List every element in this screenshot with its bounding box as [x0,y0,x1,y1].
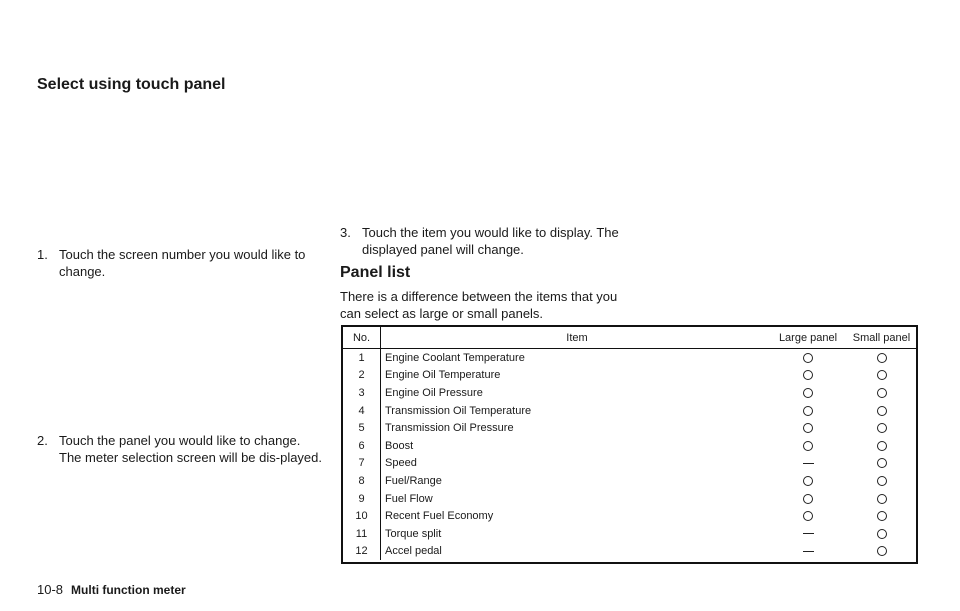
table-row [343,490,916,508]
row-large-panel [769,455,847,473]
row-item: Recent Fuel Economy [385,510,494,523]
circle-icon [803,511,813,521]
row-number: 10 [343,507,381,525]
table-header-row [343,327,916,349]
row-small-panel [847,419,916,437]
row-large-panel [769,367,847,385]
table-row [343,507,916,525]
column-header-small-panel: Small panel [847,327,916,349]
step-2 [37,432,323,466]
circle-icon [803,370,813,380]
circle-icon [877,370,887,380]
row-item: Fuel/Range [385,474,442,487]
step-text-continued: change. [59,264,106,279]
row-small-panel [847,455,916,473]
step-number: 1. [37,247,48,262]
row-number: 11 [343,525,381,543]
row-item: Torque split [385,527,442,540]
row-small-panel [847,472,916,490]
table-row [343,367,916,385]
step-number: 3. [340,225,351,240]
dash-icon [803,463,814,464]
column-header-no: No. [343,327,381,349]
circle-icon [803,423,813,433]
row-item: Boost [385,439,414,452]
circle-icon [803,441,813,451]
row-number: 8 [343,472,381,490]
panel-table [341,325,918,564]
row-large-panel [769,384,847,402]
row-item: Engine Oil Pressure [385,386,483,399]
dash-icon [803,551,814,552]
circle-icon [803,494,813,504]
table-row [343,349,916,367]
row-number: 12 [343,543,381,561]
row-item: Transmission Oil Temperature [385,404,532,417]
row-number: 9 [343,490,381,508]
row-large-panel [769,507,847,525]
circle-icon [877,406,887,416]
table-row [343,437,916,455]
row-item: Fuel Flow [385,492,433,505]
step-number: 2. [37,433,48,448]
row-small-panel [847,349,916,367]
circle-icon [877,423,887,433]
circle-icon [877,476,887,486]
row-large-panel [769,402,847,420]
circle-icon [877,511,887,521]
row-number: 7 [343,455,381,473]
table-row [343,384,916,402]
circle-icon [877,546,887,556]
row-small-panel [847,384,916,402]
circle-icon [803,353,813,363]
row-number: 3 [343,384,381,402]
row-large-panel [769,525,847,543]
row-small-panel [847,367,916,385]
circle-icon [803,476,813,486]
row-number: 2 [343,367,381,385]
circle-icon [877,441,887,451]
section-heading: Select using touch panel [37,76,226,93]
row-item: Speed [385,457,417,470]
row-item: Transmission Oil Pressure [385,422,514,435]
row-number: 6 [343,437,381,455]
row-number: 5 [343,419,381,437]
step-text-continued: The meter selection screen will be dis-played. [59,450,323,465]
row-large-panel [769,490,847,508]
row-number: 4 [343,402,381,420]
step-text-continued: displayed panel will change. [362,242,524,257]
table-row [343,402,916,420]
panel-list-heading: Panel list [340,264,411,281]
circle-icon [877,529,887,539]
table-row [343,455,916,473]
step-3 [340,224,628,258]
row-small-panel [847,402,916,420]
row-number: 1 [343,349,381,367]
row-large-panel [769,419,847,437]
row-large-panel [769,472,847,490]
step-text: Touch the panel you would like to change. [59,433,301,448]
step-text: Touch the item you would like to display. The [362,225,619,240]
row-large-panel [769,437,847,455]
row-large-panel [769,543,847,561]
table-row [343,543,916,561]
circle-icon [877,353,887,363]
circle-icon [877,388,887,398]
page-number: 10-8 [37,582,64,597]
circle-icon [877,494,887,504]
circle-icon [803,388,813,398]
row-small-panel [847,437,916,455]
dash-icon [803,533,814,534]
table-row [343,525,916,543]
row-small-panel [847,507,916,525]
panel-list-intro: There is a difference between the items that you can select as large or small panels. [340,289,618,321]
table-row [343,419,916,437]
table-row [343,472,916,490]
circle-icon [803,406,813,416]
row-small-panel [847,525,916,543]
row-small-panel [847,543,916,561]
row-item: Engine Oil Temperature [385,369,501,382]
circle-icon [877,458,887,468]
row-item: Engine Coolant Temperature [385,351,525,364]
step-1 [37,246,323,280]
row-item: Accel pedal [385,545,442,558]
step-text: Touch the screen number you would like to [59,247,306,262]
row-small-panel [847,490,916,508]
column-header-large-panel: Large panel [769,327,847,349]
row-large-panel [769,349,847,367]
column-header-item: Item [381,327,770,349]
page-footer [37,582,186,597]
footer-title: Multi function meter [71,583,186,597]
